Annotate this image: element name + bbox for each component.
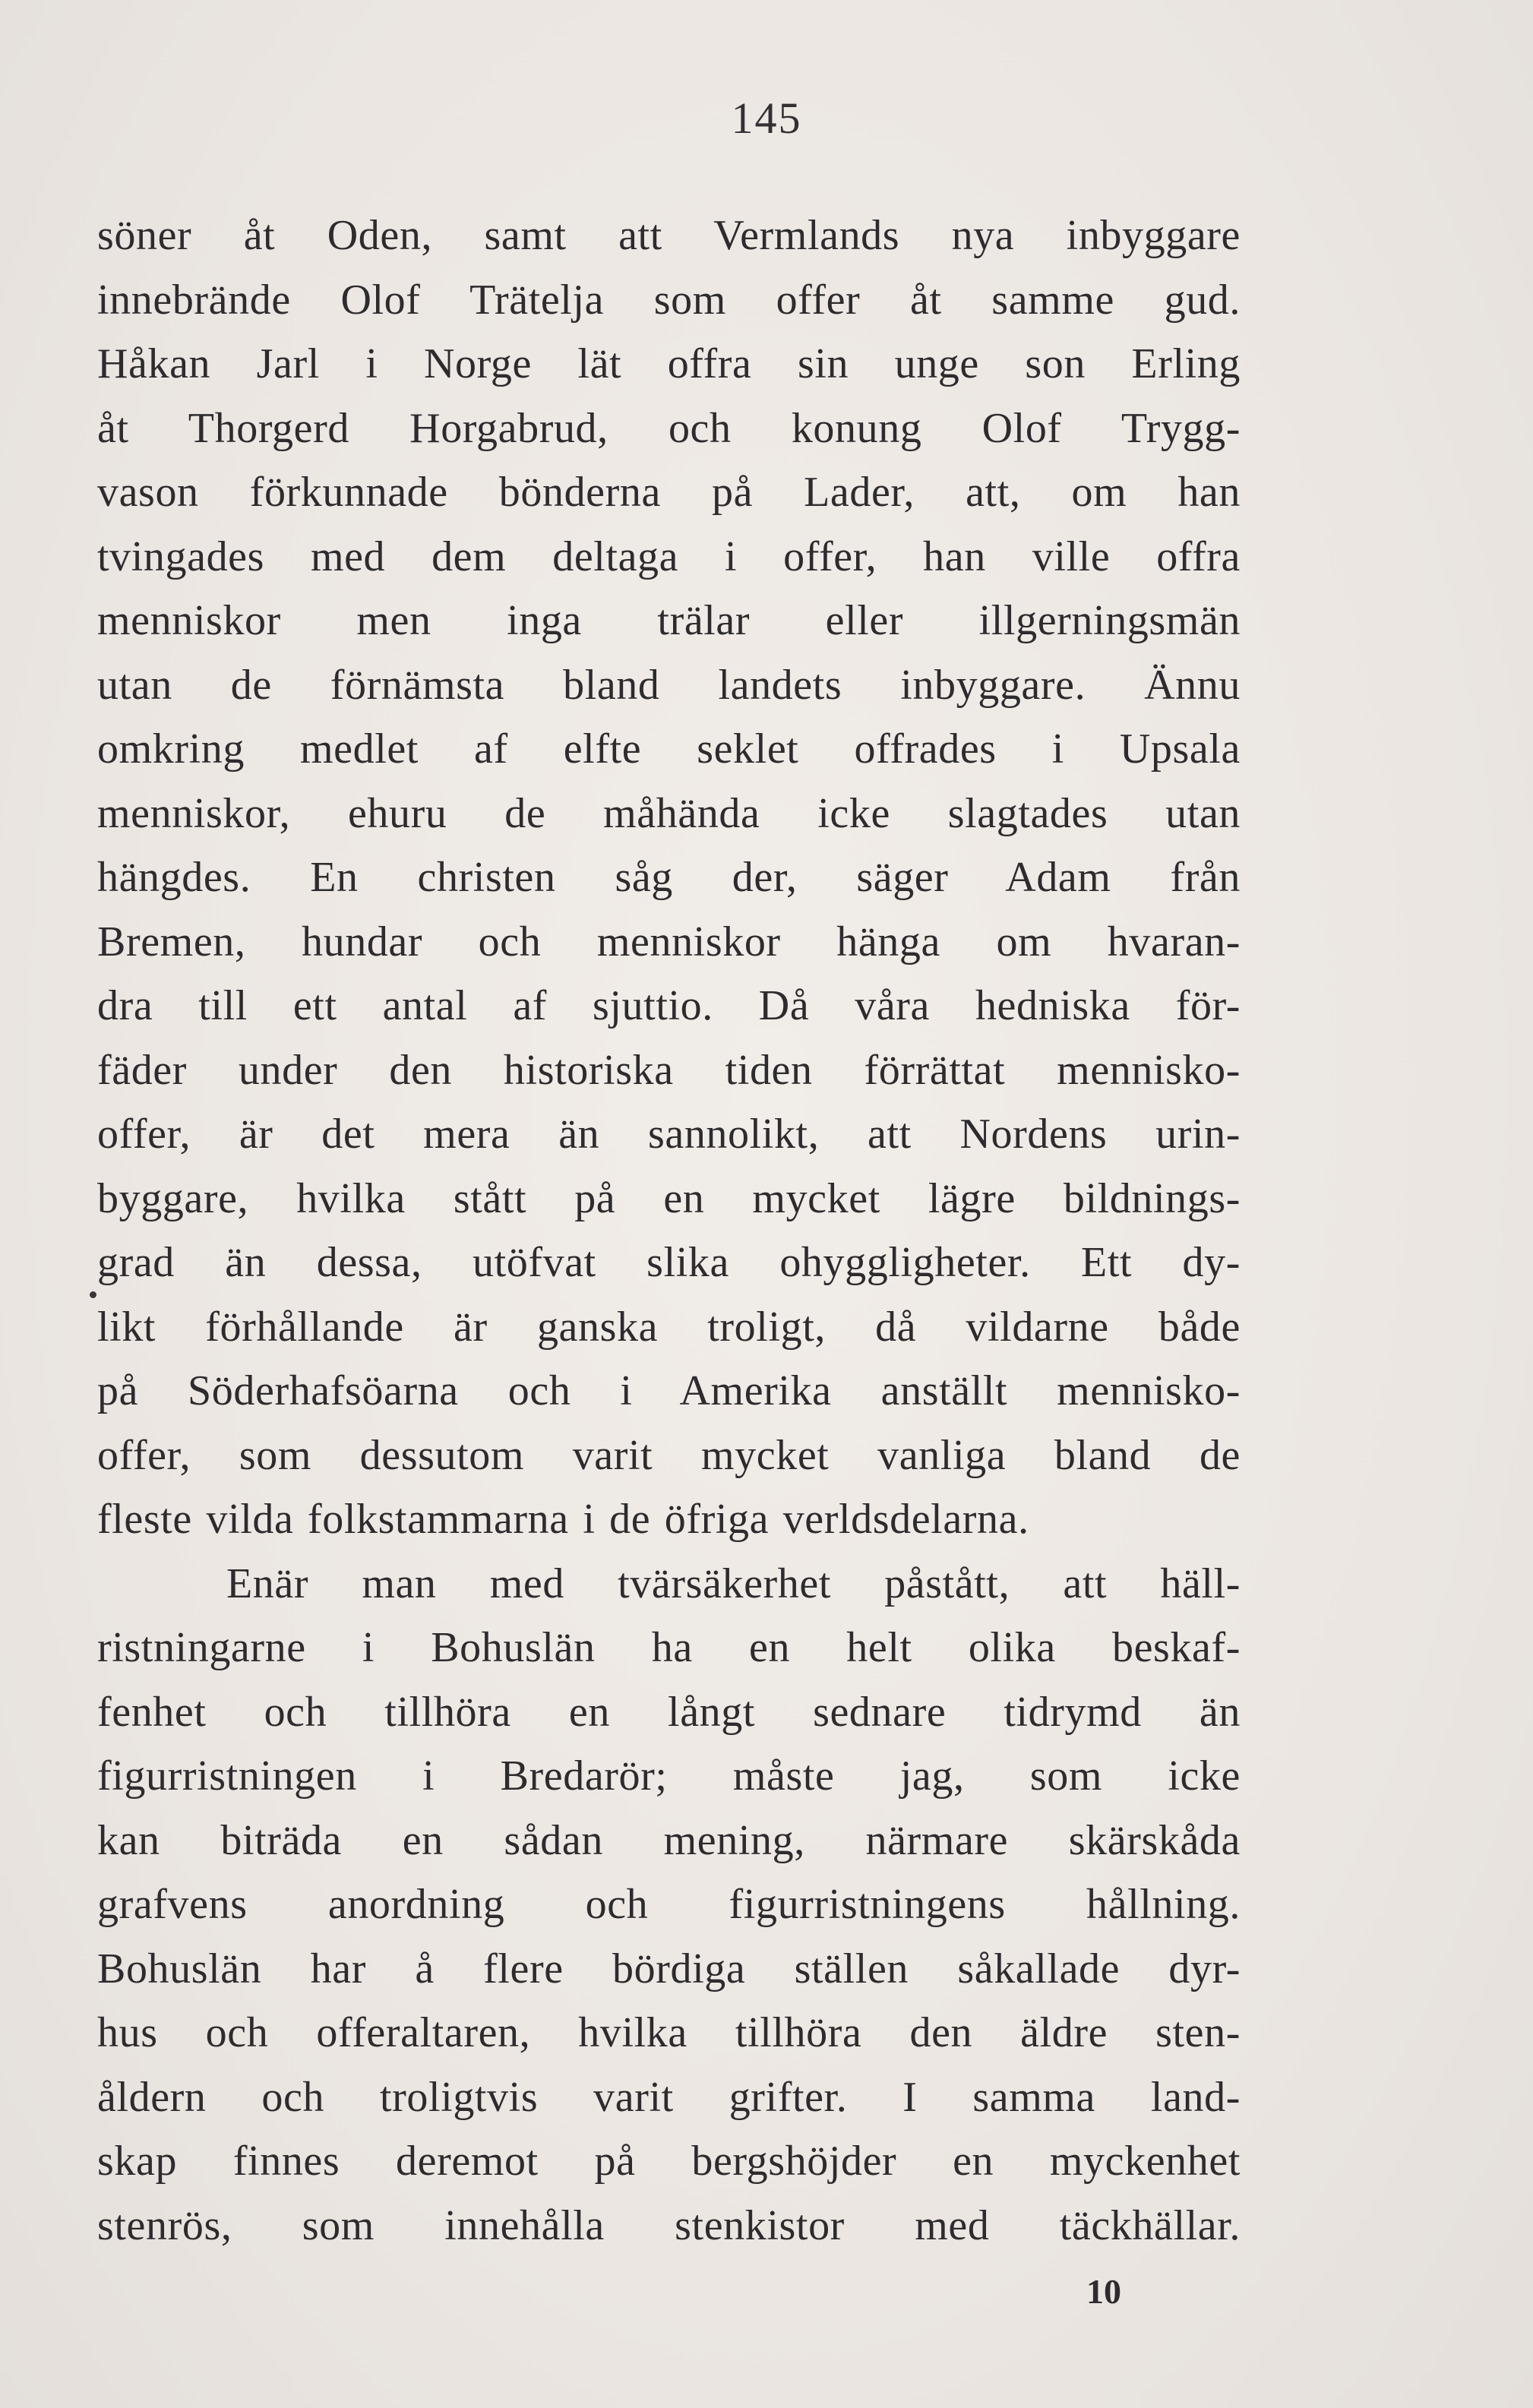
text-line: fenhet och tillhöra en långt sednare tidrymd än xyxy=(97,1688,1241,1736)
text-line: offer, som dessutom varit mycket vanliga bland de xyxy=(97,1431,1241,1479)
text-line: Bremen, hundar och menniskor hänga om hvaran- xyxy=(97,918,1241,965)
text-line: vason förkunnade bönderna på Lader, att, om han xyxy=(97,469,1241,516)
text-line: ristningarne i Bohuslän ha en helt olika beskaf- xyxy=(97,1624,1241,1671)
paragraph-start-line: Enär man med tvärsäkerhet påstått, att häll- xyxy=(226,1560,1241,1607)
text-line: likt förhållande är ganska troligt, då vildarne både xyxy=(97,1303,1241,1351)
text-line: kan biträda en sådan mening, närmare skärskåda xyxy=(97,1816,1241,1864)
text-line: åt Thorgerd Horgabrud, och konung Olof Trygg- xyxy=(97,404,1241,452)
text-line: utan de förnämsta bland landets inbyggare. Ännu xyxy=(97,661,1241,709)
page-number: 145 xyxy=(731,93,802,143)
text-line: fäder under den historiska tiden förrättat mennisko- xyxy=(97,1046,1241,1094)
text-line: byggare, hvilka stått på en mycket lägre bildnings- xyxy=(97,1174,1241,1222)
text-line: grafvens anordning och figurristningens hållning. xyxy=(97,1881,1241,1928)
text-line: Bohuslän har å flere bördiga ställen såkallade dyr- xyxy=(97,1945,1241,1992)
ink-speck xyxy=(90,1291,96,1298)
body-text xyxy=(97,204,1241,2258)
text-line: hängdes. En christen såg der, säger Adam från xyxy=(97,854,1241,901)
text-line: söner åt Oden, samt att Vermlands nya inbyggare xyxy=(97,212,1241,259)
text-line: menniskor men inga trälar eller illgerningsmän xyxy=(97,597,1241,644)
text-line: åldern och troligtvis varit grifter. I samma land- xyxy=(97,2073,1241,2121)
text-line: stenrös, som innehålla stenkistor med täckhällar. xyxy=(97,2201,1241,2249)
text-line: offer, är det mera än sannolikt, att Nordens urin- xyxy=(97,1111,1241,1158)
signature-mark: 10 xyxy=(1086,2272,1121,2311)
text-line: omkring medlet af elfte seklet offrades i Upsala xyxy=(97,725,1241,773)
text-line: Håkan Jarl i Norge lät offra sin unge son Erling xyxy=(97,340,1241,387)
text-line: menniskor, ehuru de måhända icke slagtades utan xyxy=(97,789,1241,837)
text-line: tvingades med dem deltaga i offer, han ville offra xyxy=(97,532,1241,580)
text-line: på Söderhafsöarna och i Amerika anställt mennisko- xyxy=(97,1367,1241,1414)
text-line: fleste vilda folkstammarna i de öfriga verldsdelarna. xyxy=(97,1496,1029,1543)
text-line: innebrände Olof Trätelja som offer åt samme gud. xyxy=(97,276,1241,324)
text-line: dra till ett antal af sjuttio. Då våra hedniska för- xyxy=(97,982,1241,1029)
text-line: grad än dessa, utöfvat slika ohyggligheter. Ett dy- xyxy=(97,1239,1241,1286)
text-line: figurristningen i Bredarör; måste jag, som icke xyxy=(97,1752,1241,1800)
text-line: skap finnes deremot på bergshöjder en myckenhet xyxy=(97,2138,1241,2185)
text-line: hus och offeraltaren, hvilka tillhöra den äldre sten- xyxy=(97,2009,1241,2056)
